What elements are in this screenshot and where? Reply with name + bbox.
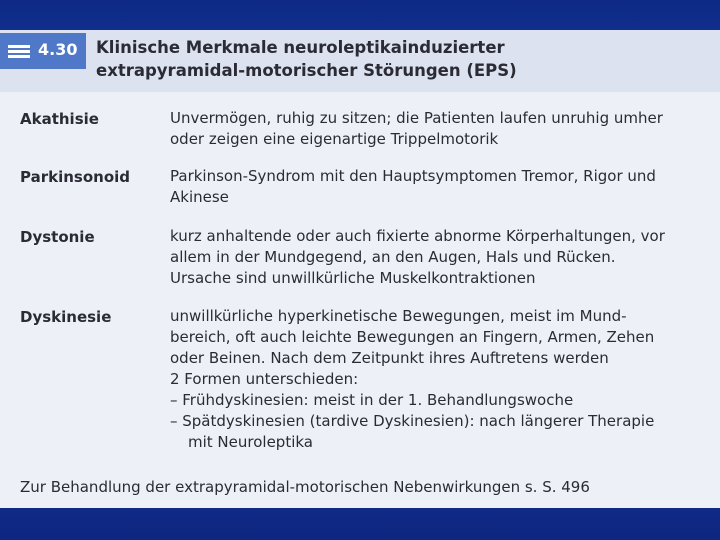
title-line: Klinische Merkmale neuroleptikainduzierter [96, 38, 505, 57]
description-akathisie [170, 108, 715, 150]
textbook-page [0, 30, 720, 508]
table-number: 4.30 [38, 40, 78, 59]
term-dyskinesie: Dyskinesie [20, 308, 112, 326]
title-line: extrapyramidal-motorischer Störungen (EPS) [96, 61, 517, 80]
bullet-item: – Spätdyskinesien (tardive Dyskinesien): nach längerer Therapie [170, 412, 655, 430]
term-akathisie: Akathisie [20, 110, 99, 128]
description-line: kurz anhaltende oder auch fixierte abnorme Körperhaltungen, vor [170, 227, 665, 245]
description-line: oder zeigen eine eigenartige Trippelmotorik [170, 130, 499, 148]
footnote: Zur Behandlung der extrapyramidal-motorischen Nebenwirkungen s. S. 496 [20, 478, 590, 496]
description-line: 2 Formen unterschieden: [170, 370, 359, 388]
description-line: allem in der Mundgegend, an den Augen, Hals und Rücken. [170, 248, 616, 266]
table-header [0, 30, 720, 92]
bullet-item: – Frühdyskinesien: meist in der 1. Behandlungswoche [170, 391, 574, 409]
table-number-badge [0, 33, 86, 69]
description-dyskinesie [170, 306, 715, 453]
description-parkinsonoid [170, 166, 715, 208]
term-parkinsonoid: Parkinsonoid [20, 168, 131, 186]
description-line: bereich, oft auch leichte Bewegungen an Fingern, Armen, Zehen [170, 328, 655, 346]
description-line: Ursache sind unwillkürliche Muskelkontraktionen [170, 269, 536, 287]
list-icon [8, 45, 30, 59]
table-title [96, 36, 706, 82]
description-line: Unvermögen, ruhig zu sitzen; die Patienten laufen unruhig umher [170, 109, 663, 127]
description-line: unwillkürliche hyperkinetische Bewegungen, meist im Mund- [170, 307, 627, 325]
description-line: Parkinson-Syndrom mit den Hauptsymptomen Tremor, Rigor und [170, 167, 656, 185]
description-dystonie [170, 226, 715, 289]
description-line: oder Beinen. Nach dem Zeitpunkt ihres Auftretens werden [170, 349, 609, 367]
term-dystonie: Dystonie [20, 228, 95, 246]
description-line: Akinese [170, 188, 229, 206]
bullet-continuation: mit Neuroleptika [188, 433, 313, 451]
